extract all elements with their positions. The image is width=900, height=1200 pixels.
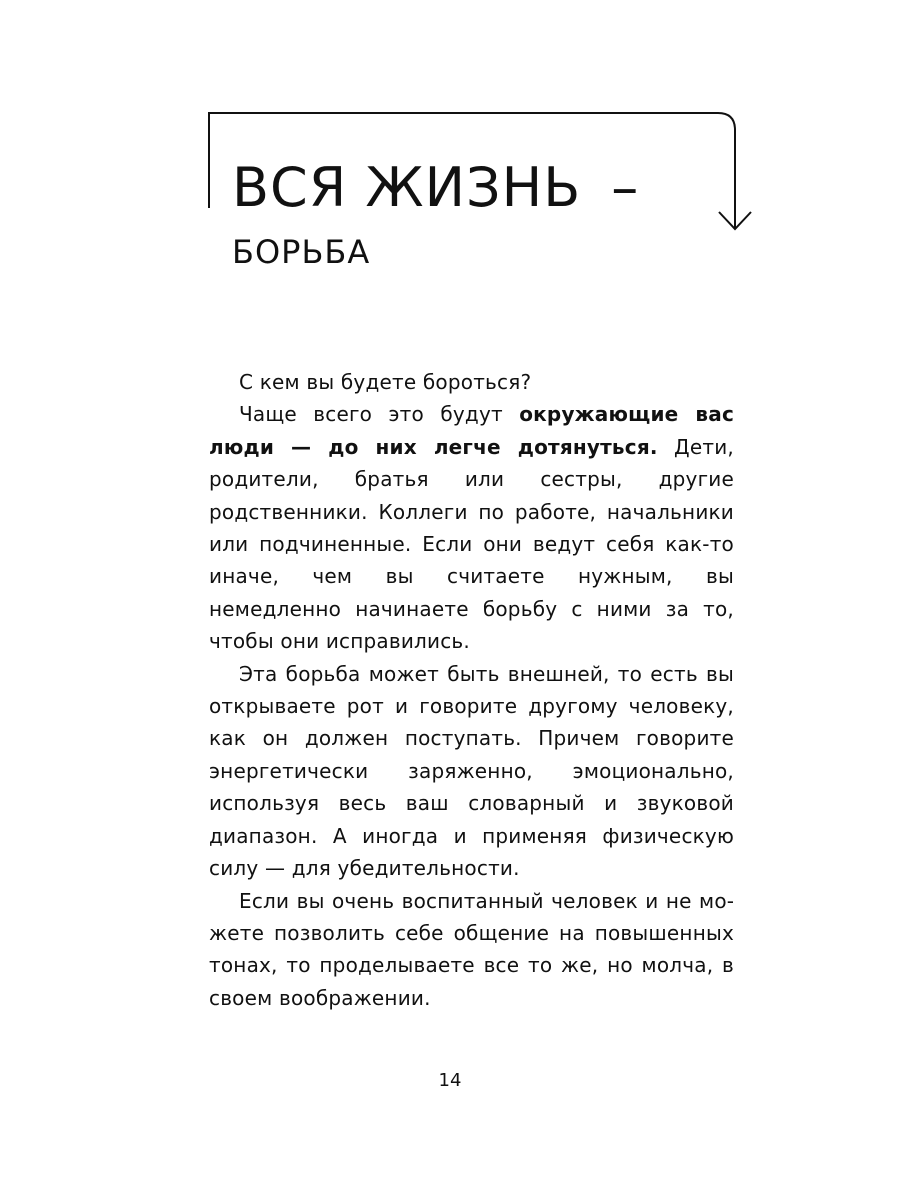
paragraph-1: С кем вы будете бороться?: [239, 370, 532, 394]
chapter-title-dash: –: [611, 156, 640, 219]
paragraph-2: [209, 398, 734, 657]
paragraph-2-bold: окружающие вас люди — до них легче дотянуться.: [209, 402, 735, 459]
paragraph-3: Эта борьба может быть внешней, то есть вы открываете рот и говорите другому человеку, как он должен поступать. Причем говорите энергетически заряженно, эмоционально, используя весь ваш словарный и звуковой диапазон. А иногда и применяя физическую силу — для убедительности.: [209, 661, 734, 881]
chapter-title-line1: [232, 148, 639, 228]
page-number: 14: [438, 1070, 462, 1091]
paragraph-4: Если вы очень воспитанный человек и не можете позволить себе общение на повышенных тонах, то проделываете все то же, но молча, в своем воображении.: [209, 888, 734, 1010]
paragraph-2-rest: Дети, родители, братья или сестры, другие родственники. Коллеги по работе, начальники или подчиненные. Если они ведут себя как-то иначе, чем вы считаете нужным, вы немедленно начинаете борьбу с ними за то, чтобы они исправились.: [209, 434, 734, 654]
body-text: [209, 366, 734, 1014]
chapter-title-main: ВСЯ ЖИЗНЬ: [232, 156, 582, 219]
chapter-title-line2: БОРЬБА: [232, 233, 371, 271]
chapter-title: [232, 148, 639, 274]
paragraph-2-lead: Чаще всего это будут: [239, 402, 520, 427]
